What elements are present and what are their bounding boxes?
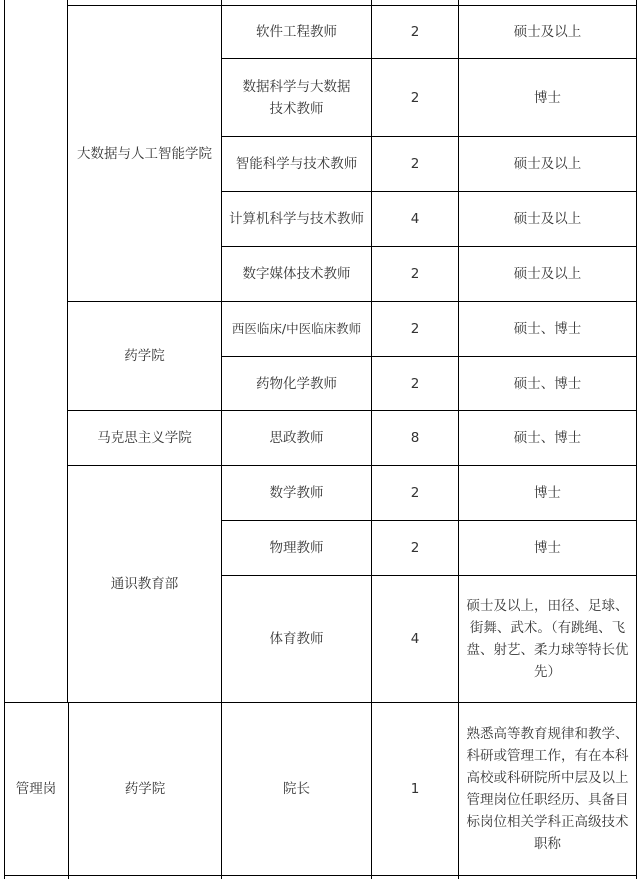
requirement-cell [459, 703, 636, 875]
count-cell: 2 [410, 266, 420, 282]
requirement-cell: 硕士、博士 [513, 375, 582, 392]
requirement-cell: 硕士及以上 [513, 156, 582, 172]
requirement-cell: 硕士及以上 [513, 211, 582, 227]
requirement-text: 熟悉高等教育规律和教学、科研或管理工作，有在本科高校或科研院所中层及以上管理岗位任职经历、具备目标岗位相关学科正高级技术职称 [466, 726, 629, 852]
position-cell: 软件工程教师 [256, 24, 337, 40]
position-cell: 体育教师 [269, 631, 324, 647]
count-cell: 2 [410, 89, 420, 106]
position-cell: 药物化学教师 [256, 375, 337, 392]
position-cell: 思政教师 [269, 430, 324, 446]
requirement-cell: 博士 [534, 540, 561, 556]
count-cell: 2 [410, 375, 420, 392]
position-cell: 智能科学与技术教师 [235, 156, 358, 172]
requirement-cell: 博士 [534, 89, 561, 106]
requirement-cell: 硕士、博士 [513, 430, 582, 446]
count-cell: 2 [410, 24, 420, 40]
count-cell: 4 [410, 631, 420, 647]
requirement-cell: 硕士及以上 [513, 24, 582, 40]
position-cell: 数据科学与大数据技术教师 [242, 78, 351, 117]
position-cell: 数学教师 [269, 485, 324, 501]
department-cell: 药学院 [124, 781, 166, 797]
department-cell: 通识教育部 [110, 576, 179, 592]
count-cell: 8 [410, 430, 420, 446]
position-cell: 西医临床/中医临床教师 [231, 321, 362, 336]
grid-line [4, 875, 637, 876]
count-cell: 2 [410, 321, 420, 337]
requirement-text: 硕士及以上，田径、足球、街舞、武术。（有跳绳、飞盘、射艺、柔力球等特长优先） [466, 598, 629, 680]
position-cell: 数字媒体技术教师 [242, 266, 351, 282]
grid-line [636, 0, 637, 879]
position-cell: 院长 [283, 781, 310, 797]
count-cell: 2 [410, 540, 420, 556]
position-cell: 计算机科学与技术教师 [229, 211, 364, 227]
requirement-cell: 博士 [534, 485, 561, 501]
requirement-cell: 硕士、博士 [513, 321, 582, 337]
count-cell: 4 [410, 211, 420, 227]
department-cell: 药学院 [124, 348, 165, 364]
count-cell: 1 [410, 781, 420, 797]
category-cell: 管理岗 [15, 781, 57, 797]
requirement-cell [459, 576, 636, 702]
requirement-cell: 硕士及以上 [513, 266, 582, 282]
count-cell: 2 [410, 156, 420, 172]
department-cell: 大数据与人工智能学院 [77, 145, 212, 162]
position-cell: 物理教师 [269, 540, 324, 556]
count-cell: 2 [410, 485, 420, 501]
department-cell: 马克思主义学院 [97, 430, 192, 446]
